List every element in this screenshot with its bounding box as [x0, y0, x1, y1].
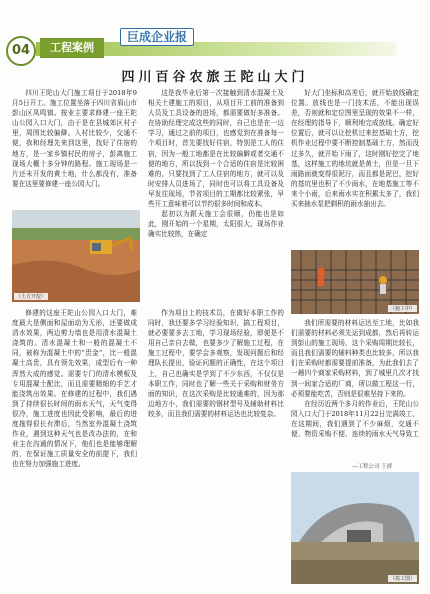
paragraph: 修建的这座王陀山公园入口大门，难度最大是侧面和屋面动为无形，还要做成清水效果，两边剪力墙也是用清水混凝土浇筑的。清水混凝土和一般的混凝土不同，被称为混凝土中的“贵金”，比一般混凝土高贵，具有领先效果，成型后有一种浑然大成的感觉。需要专门的清水模板及专用混凝土配比，而且需要精细的手艺才能浇筑出效果。在修建的过程中，我们遇到了持续很长时间的雨水天气，天气变得很冷，施工进度也因此受影响，最后的进度拖得很长有滞后，当然室外混凝土浇筑作业，遇到这种天气也是改办法的，在和业主在沟通的情况下，他们也是能够理解的，在保证施工质量安全的前提下，我们也在努力加强施工进度。 — [12, 309, 137, 469]
paragraph: 这是我毕业后第一次接触到清水混凝土及相关土建施工的项目，从项目开工前的准备到人员及工具设备的进场，都需要做好多准备。在协助经理完成这些的同时，自己也是在一边学习，通过之前的项目，也感觉到在准备每一个项目时，首先要找好住宿，特别是工人的住宿，因为一般工地都是在比较偏僻或者交通不便的地方，所以找到一个合适的住宿是比较困难的，只要找到了工人住宿的地方，就可以及时安排人员进场了，同时也可以将工具设备及早发往现场，节省项目的工期都比较紧张，早些开工意味着可以节约很多时间和成本。 — [148, 89, 284, 209]
article-column-1-top — [12, 88, 137, 189]
article-column-3-bottom — [291, 318, 419, 438]
paragraph: 在经历近两个多月的作业后，王陀山公园入口大门于2018年11月22日完满竣工，在这期间，我们遇到了不少麻烦，交通不便、物资采购不便、连续的雨水天气导致工 — [291, 399, 419, 438]
paragraph: 好大门坐标和高差后，就开始放线确定位置。放线也是一门技术活，不能出现误差，否则就和定位图里呈现的效果不一样，在经理的指导下，顺利地完成放线。确定好位置后，就可以让挖机过来挖基础土方，挖机作业过程中要不断控制基础土方，然而没过多久，就开始下雨了，这时刚好挖完了地基，这样施工的地坑就是黄土，但是一旦下雨路面就变得很泥泞，而且都是泥巴，挖好的基坑里也积了不少雨水，在地基施工等不来个小雨，后来雨水实在积累太多了，我们买来抽水泵把剩积的雨水抽出去。 — [291, 89, 419, 209]
page-header — [0, 0, 430, 66]
photo-construction — [291, 250, 419, 314]
completed-gate-image — [291, 472, 419, 584]
photo-caption: （竣工图） — [389, 576, 415, 582]
paragraph: 四川王陀山大门施工项目于2018年9月5日开工。施工位置坐落于四川省眉山市彭山区凤鸣镇。按业主要求修建一座王陀山公园入口大门，由于是在县城郊区村子里，周围比较偏僻。入村比较少，交通不便，我和经理先来到这里，找好了住宿的地方，是一家乡镇村民的房子，彭离施工现场大概十多分钟的路程。施工现场是一片还未开发的黄土地，什么都没有，准备要在这里要修建一座公园大门。 — [12, 89, 137, 188]
section-label: 工程案例 — [40, 38, 104, 58]
photo-earthwork — [12, 210, 140, 302]
page-number: 04 — [6, 36, 36, 66]
photo-completed — [291, 472, 419, 584]
paragraph: 起初以为跟天施工会很顺，仍能也是如此，刚开始的一个星期，太阳很大，现场作业确实比较热，在确定 — [148, 210, 284, 239]
paragraph: 作为项目上的技术员，在做好本职工作的同时，我还要多学习经验知识，搞工程项目，就必要要多去工地，学习现场经验，即便是不用自己亲自去做，也要多少了解施工过程，在施工过程中，要学会多观察，发现问题后和经理队长提出，验证问题的正确性，在这个项目上，自己也确实是学到了不少东西，不仅仅是本职工作，同时也了解一些关于采购和财务方面的知识，在这次采购是比较通难的，因为那边地方小，我们需要的钢材型号及辅助材料比较多，而且我们需要的材料运达也比较复杂。 — [148, 309, 284, 418]
earthwork-image — [12, 210, 140, 302]
photo-caption: （土方开挖） — [16, 294, 47, 300]
article-title: 四川百谷农旅王陀山大门 — [121, 70, 309, 85]
author-credit: —工程公司 王群 — [352, 464, 393, 470]
paragraph: 我们所需要的材料运达至工地，比如我们需要的材料必须先运到成都，然后再转运到彭山的施工现场，这个采购周期比较长，而且我们需要的辅料种类也比较多，所以我们在采购时都需要提前准备，为此我们去了一趟四个商家采购材料，到了城里几次才找到一间家合适的厂商，所以做工程这一行，必须要能吃苦，否则是很难坚持下来的。 — [291, 319, 419, 398]
article-column-1-bottom — [12, 308, 137, 586]
article-column-2-top — [148, 88, 284, 300]
newspaper-logo: 巨成企业报 — [120, 28, 194, 46]
photo-caption: （施工中） — [389, 306, 415, 312]
article-column-3-top — [291, 88, 419, 246]
article-column-2-bottom — [148, 308, 284, 586]
